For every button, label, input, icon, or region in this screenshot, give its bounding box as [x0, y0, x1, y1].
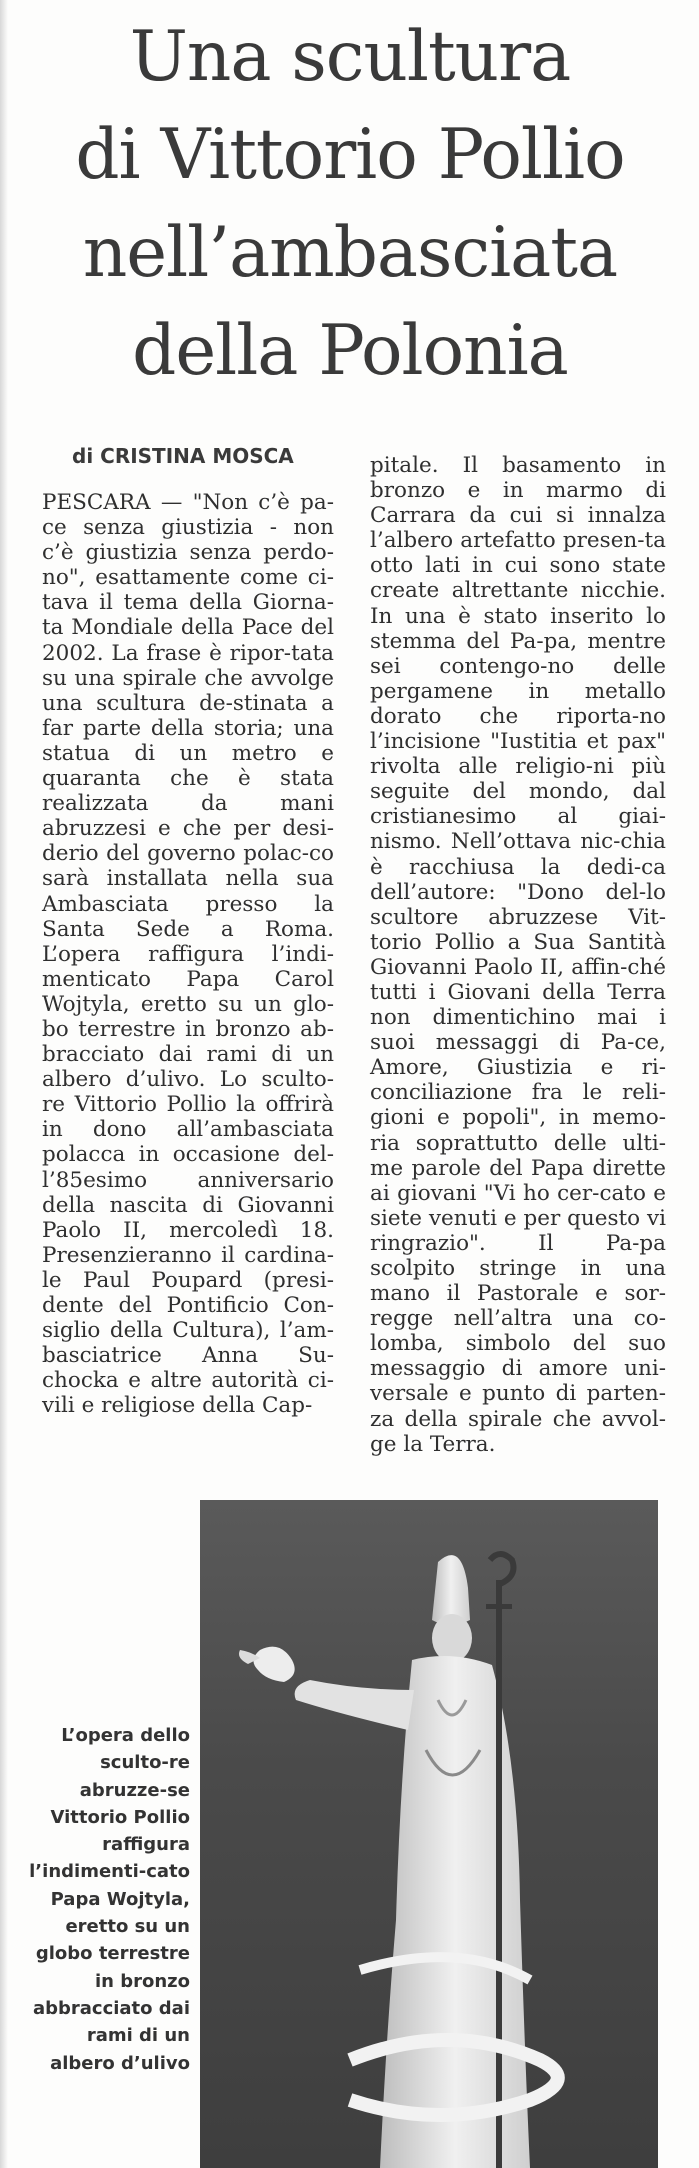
headline-line: Una scultura: [129, 17, 571, 97]
headline: [20, 8, 680, 400]
headline-line: nell’ambasciata: [82, 213, 618, 293]
headline-line: di Vittorio Pollio: [75, 115, 625, 195]
article-column-2: [370, 453, 666, 1457]
sculpture-photo: [200, 1500, 658, 2168]
photo-caption: L’opera dello sculto-re abruzze-se Vittorio Pollio raffigura l’indimenti-cato Papa Wojtyla, eretto su un globo terrestre in bronzo abbracciato dai rami di un albero d’ulivo: [29, 1725, 190, 2074]
byline: di CRISTINA MOSCA: [72, 444, 294, 468]
column-1-text: PESCARA — "Non c’è pa-ce senza giustizia - non c’è giustizia senza perdo-no", esattamente come ci-tava il tema della Giorna-ta Mondiale della Pace del 2002. La frase è ripor-tata su una spirale che avvolge una scultura de-stinata a far parte della storia; una statua di un metro e quaranta che è stata realizzata da mani abruzzesi e che per desi-derio del governo polac-co sarà installata nella sua Ambasciata presso la Santa Sede a Roma. L’opera raffigura l’indi-menticato Papa Carol Wojtyla, eretto su un glo-bo terrestre in bronzo ab-bracciato dai rami di un albero d’ulivo. Lo sculto-re Vittorio Pollio la offrirà in dono all’ambasciata polacca in occasione del-l’85esimo anniversario della nascita di Giovanni Paolo II, mercoledì 18. Presenzieranno il cardina-le Paul Poupard (presi-dente del Pontificio Con-siglio della Cultura), l’am-basciatrice Anna Su-chocka e altre autorità ci-vili e religiose della Cap-: [42, 490, 334, 1419]
headline-line: della Polonia: [132, 311, 568, 391]
article-column-1: [42, 490, 334, 1418]
column-2-text: pitale. Il basamento in bronzo e in marmo di Carrara da cui si innalza l’albero artefatto presen-ta otto lati in cui sono state create altrettante nicchie. In una è stato inserito lo stemma del Pa-pa, mentre sei contengo-no delle pergamene in metallo dorato che riporta-no l’incisione "Iustitia et pax" rivolta alle religio-ni più seguite del mondo, dal cristianesimo al giai-nismo. Nell’ottava nic-chia è racchiusa la dedi-ca dell’autore: "Dono del-lo scultore abruzzese Vit-torio Pollio a Sua Santità Giovanni Paolo II, affin-ché tutti i Giovani della Terra non dimentichino mai i suoi messaggi di Pa-ce, Amore, Giustizia e ri-conciliazione fra le reli-gioni e popoli", in memo-ria soprattutto delle ulti-me parole del Papa dirette ai giovani "Vi ho cer-cato e siete venuti e per questo vi ringrazio". Il Pa-pa scolpito stringe in una mano il Pastorale e sor-regge nell’altra una co-lomba, simbolo del suo messaggio di amore uni-versale e punto di parten-za della spirale che avvol-ge la Terra.: [370, 453, 666, 1457]
page-edge-shadow: [0, 0, 8, 2168]
statue-illustration: [200, 1500, 658, 2168]
